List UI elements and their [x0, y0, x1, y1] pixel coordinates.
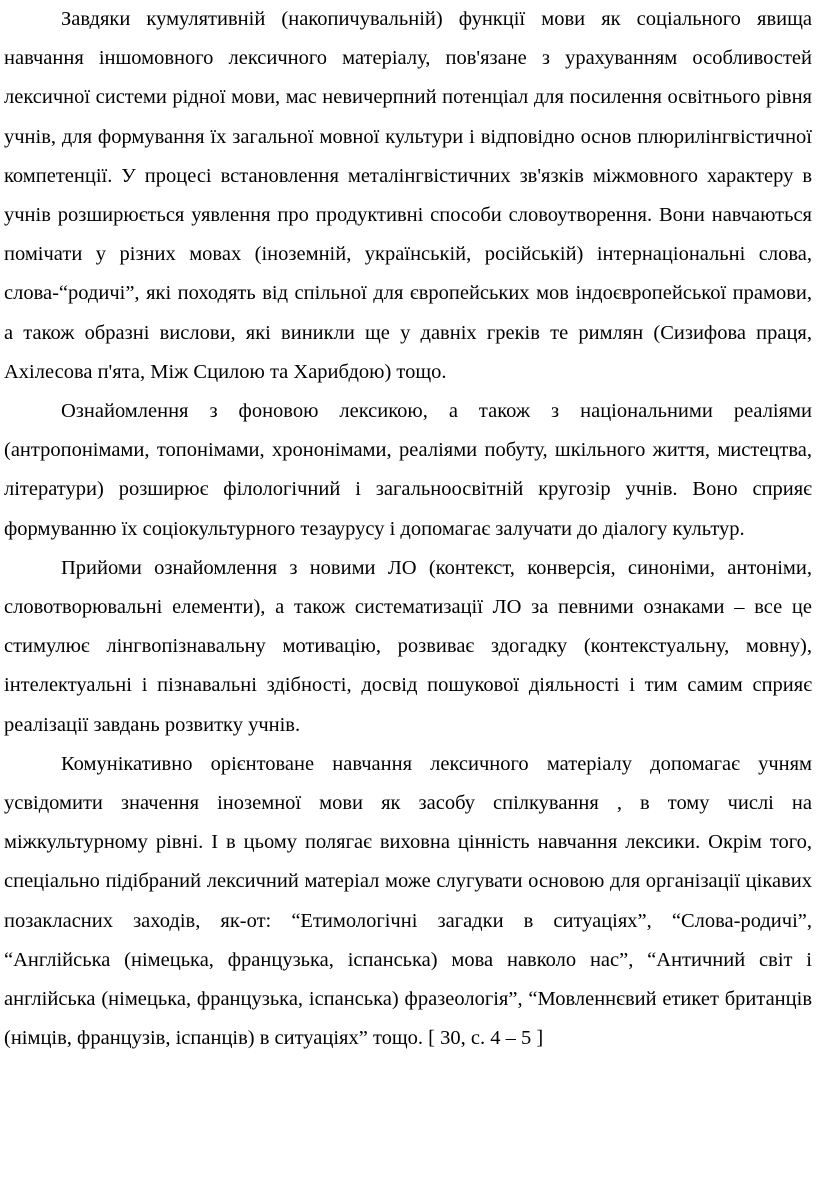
- paragraph-cumulative-function: Завдяки кумулятивній (накопичувальній) функції мови як соціального явища навчання іншомовного лексичного матеріалу, пов'язане з урахуванням особливостей лексичної системи рідної мови, мас невичерпний потенціал для посилення освітнього рівня учнів, для формування їх загальної мовної культури і відповідно основ плюрилінгвістичної компетенції. У процесі встановлення металінгвістичних зв'язків міжмовного характеру в учнів розширюється уявлення про продуктивні способи словоутворення. Вони навчаються помічати у різних мовах (іноземній, українській, російській) інтернаціональні слова, слова-“родичі”, які походять від спільної для європейських мов індоєвропейської прамови, а також образні вислови, які виникли ще у давніх греків те римлян (Сизифова праця, Ахілесова п'ята, Між Сцилою та Харибдою) тощо.: [4, 8, 812, 383]
- paragraph-communicative-teaching: Комунікативно орієнтоване навчання лексичного матеріалу допомагає учням усвідомити значення іноземної мови як засобу спілкування , в тому числі на міжкультурному рівні. І в цьому полягає виховна цінність навчання лексики. Окрім того, спеціально підібраний лексичний матеріал може слугувати основою для організації цікавих позакласних заходів, як-от: “Етимологічні загадки в ситуаціях”, “Слова-родичі”, “Англійська (німецька, французька, іспанська) мова навколо нас”, “Античний світ і англійська (німецька, французька, іспанська) фразеологія”, “Мовленнєвий етикет британців (німців, французів, іспанців) в ситуаціях” тощо. [ 30, с. 4 – 5 ]: [4, 752, 812, 1050]
- document-page: [4, 0, 812, 1058]
- paragraph-background-lexis: Ознайомлення з фоновою лексикою, а також з національними реаліями (антропонімами, топонімами, хрононімами, реаліями побуту, шкільного життя, мистецтва, літератури) розширює філологічний і загальноосвітній кругозір учнів. Воно сприяє формуванню їх соціокультурного тезаурусу і допомагає залучати до діалогу культур.: [4, 400, 812, 540]
- paragraph-familiarization-techniques: Прийоми ознайомлення з новими ЛО (контекст, конверсія, синоніми, антоніми, словотворювальні елементи), а також систематизації ЛО за певними ознаками – все це стимулює лінгвопізнавальну мотивацію, розвиває здогадку (контекстуальну, мовну), інтелектуальні і пізнавальні здібності, досвід пошукової діяльності і тим самим сприяє реалізації завдань розвитку учнів.: [4, 556, 812, 736]
